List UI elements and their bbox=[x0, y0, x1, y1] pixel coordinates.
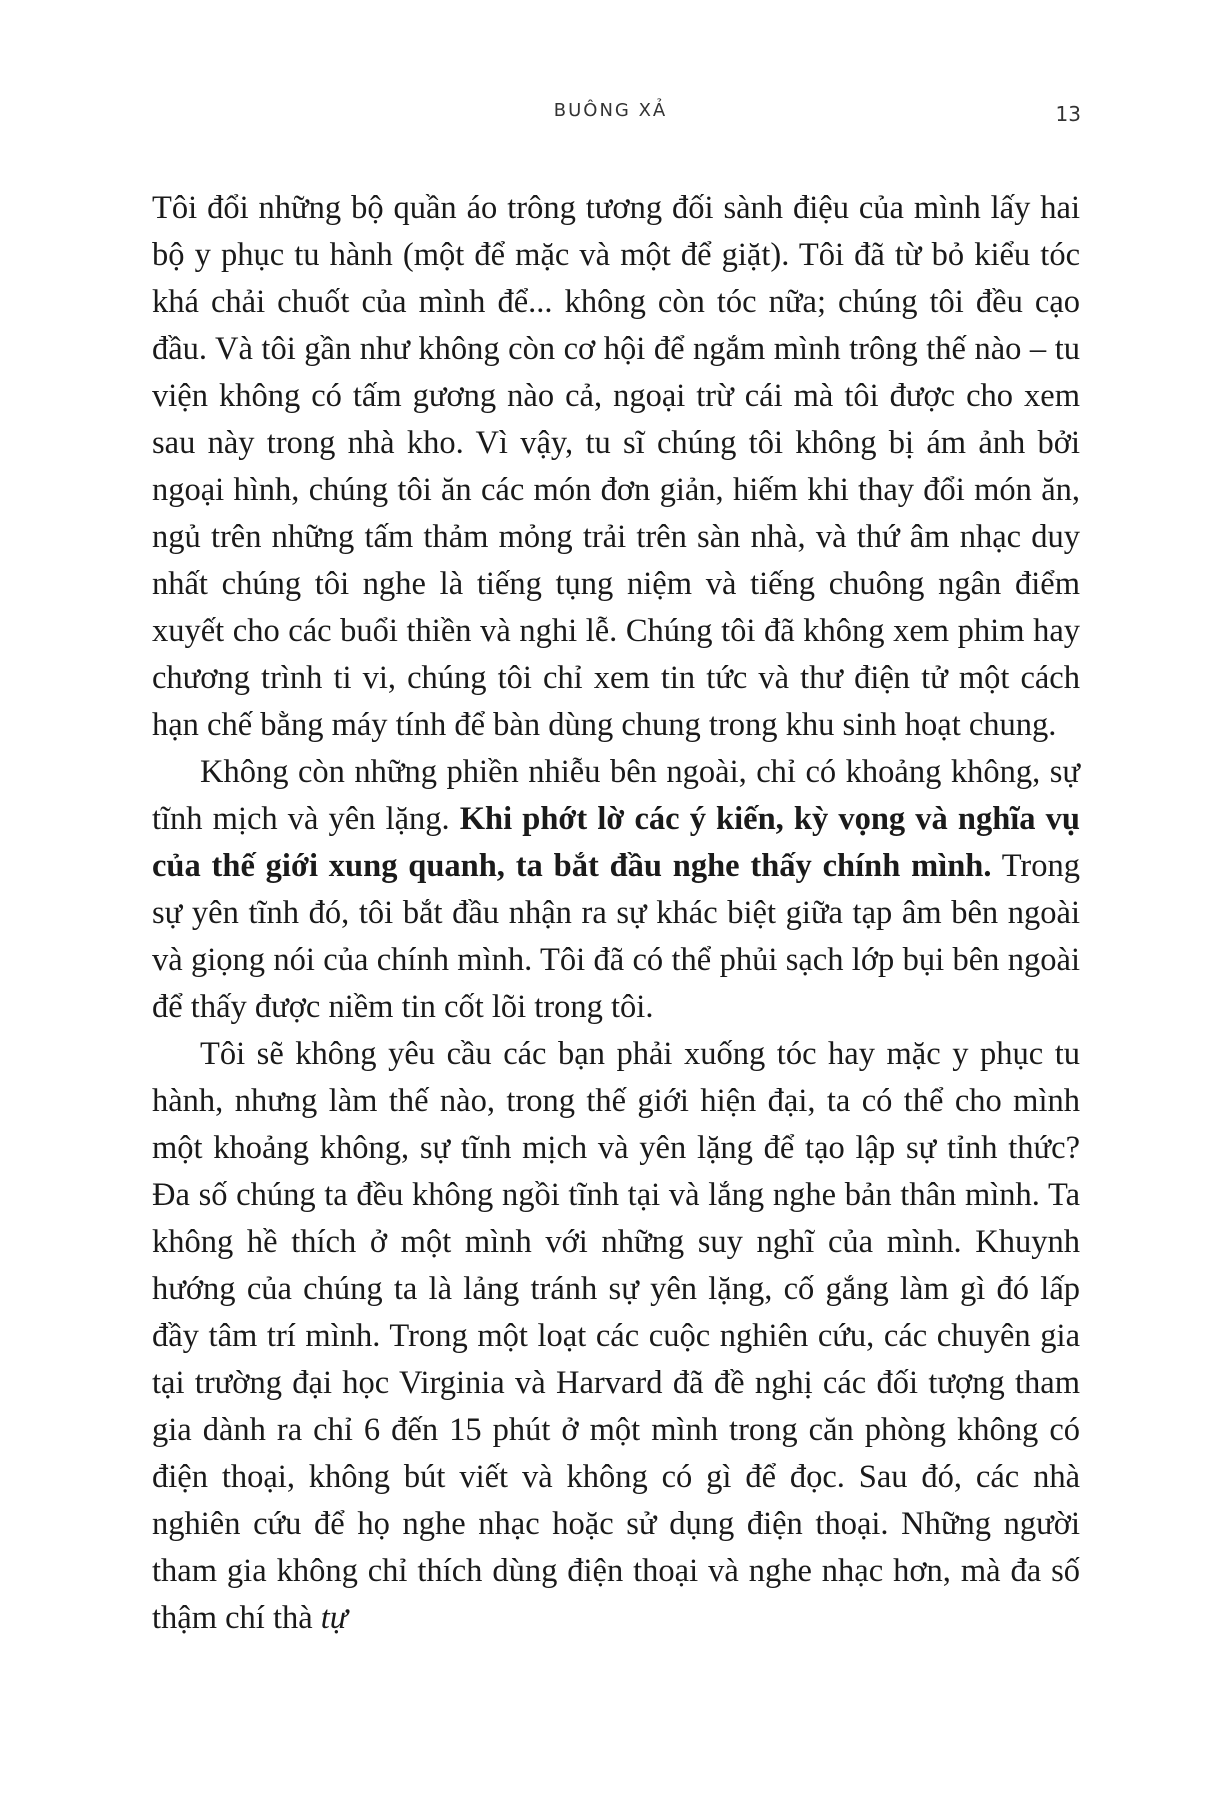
running-header bbox=[0, 100, 1221, 130]
paragraph-3-italic-text: tự bbox=[320, 1600, 348, 1636]
paragraph-1: Tôi đổi những bộ quần áo trông tương đối sành điệu của mình lấy hai bộ y phục tu hành (một để mặc và một để giặt). Tôi đã từ bỏ kiểu tóc khá chải chuốt của mình để... không còn tóc nữa; chúng tôi đều cạo đầu. Và tôi gần như không còn cơ hội để ngắm mình trông thế nào – tu viện không có tấm gương nào cả, ngoại trừ cái mà tôi được cho xem sau này trong nhà kho. Vì vậy, tu sĩ chúng tôi không bị ám ảnh bởi ngoại hình, chúng tôi ăn các món đơn giản, hiếm khi thay đổi món ăn, ngủ trên những tấm thảm mỏng trải trên sàn nhà, và thứ âm nhạc duy nhất chúng tôi nghe là tiếng tụng niệm và tiếng chuông ngân điểm xuyết cho các buổi thiền và nghi lễ. Chúng tôi đã không xem phim hay chương trình ti vi, chúng tôi chỉ xem tin tức và thư điện tử một cách hạn chế bằng máy tính để bàn dùng chung trong khu sinh hoạt chung. bbox=[152, 190, 1080, 743]
body-text bbox=[152, 185, 1080, 1642]
paragraph-3 bbox=[152, 1031, 1080, 1642]
paragraph-3-text-before: Tôi sẽ không yêu cầu các bạn phải xuống tóc hay mặc y phục tu hành, nhưng làm thế nào, trong thế giới hiện đại, ta có thể cho mình một khoảng không, sự tĩnh mịch và yên lặng để tạo lập sự tỉnh thức? Đa số chúng ta đều không ngồi tĩnh tại và lắng nghe bản thân mình. Ta không hề thích ở một mình với những suy nghĩ của mình. Khuynh hướng của chúng ta là lảng tránh sự yên lặng, cố gắng làm gì đó lấp đầy tâm trí mình. Trong một loạt các cuộc nghiên cứu, các chuyên gia tại trường đại học Virginia và Harvard đã đề nghị các đối tượng tham gia dành ra chỉ 6 đến 15 phút ở một mình trong căn phòng không có điện thoại, không bút viết và không có gì để đọc. Sau đó, các nhà nghiên cứu để họ nghe nhạc hoặc sử dụng điện thoại. Những người tham gia không chỉ thích dùng điện thoại và nghe nhạc hơn, mà đa số thậm chí thà bbox=[152, 1036, 1080, 1636]
running-title: BUÔNG XẢ bbox=[553, 100, 668, 121]
paragraph-2 bbox=[152, 749, 1080, 1031]
paragraph-2-bold-text: Khi phớt lờ các ý kiến, kỳ vọng và nghĩa vụ của thế giới xung quanh, ta bắt đầu nghe thấy chính mình. bbox=[152, 801, 1080, 884]
page-number: 13 bbox=[1055, 102, 1081, 126]
paragraph-2-text-after: Trong sự yên tĩnh đó, tôi bắt đầu nhận ra sự khác biệt giữa tạp âm bên ngoài và giọng nói của chính mình. Tôi đã có thể phủi sạch lớp bụi bên ngoài để thấy được niềm tin cốt lõi trong tôi. bbox=[152, 848, 1080, 1025]
paragraph-2-text-before: Không còn những phiền nhiễu bên ngoài, chỉ có khoảng không, sự tĩnh mịch và yên lặng. bbox=[152, 754, 1080, 837]
